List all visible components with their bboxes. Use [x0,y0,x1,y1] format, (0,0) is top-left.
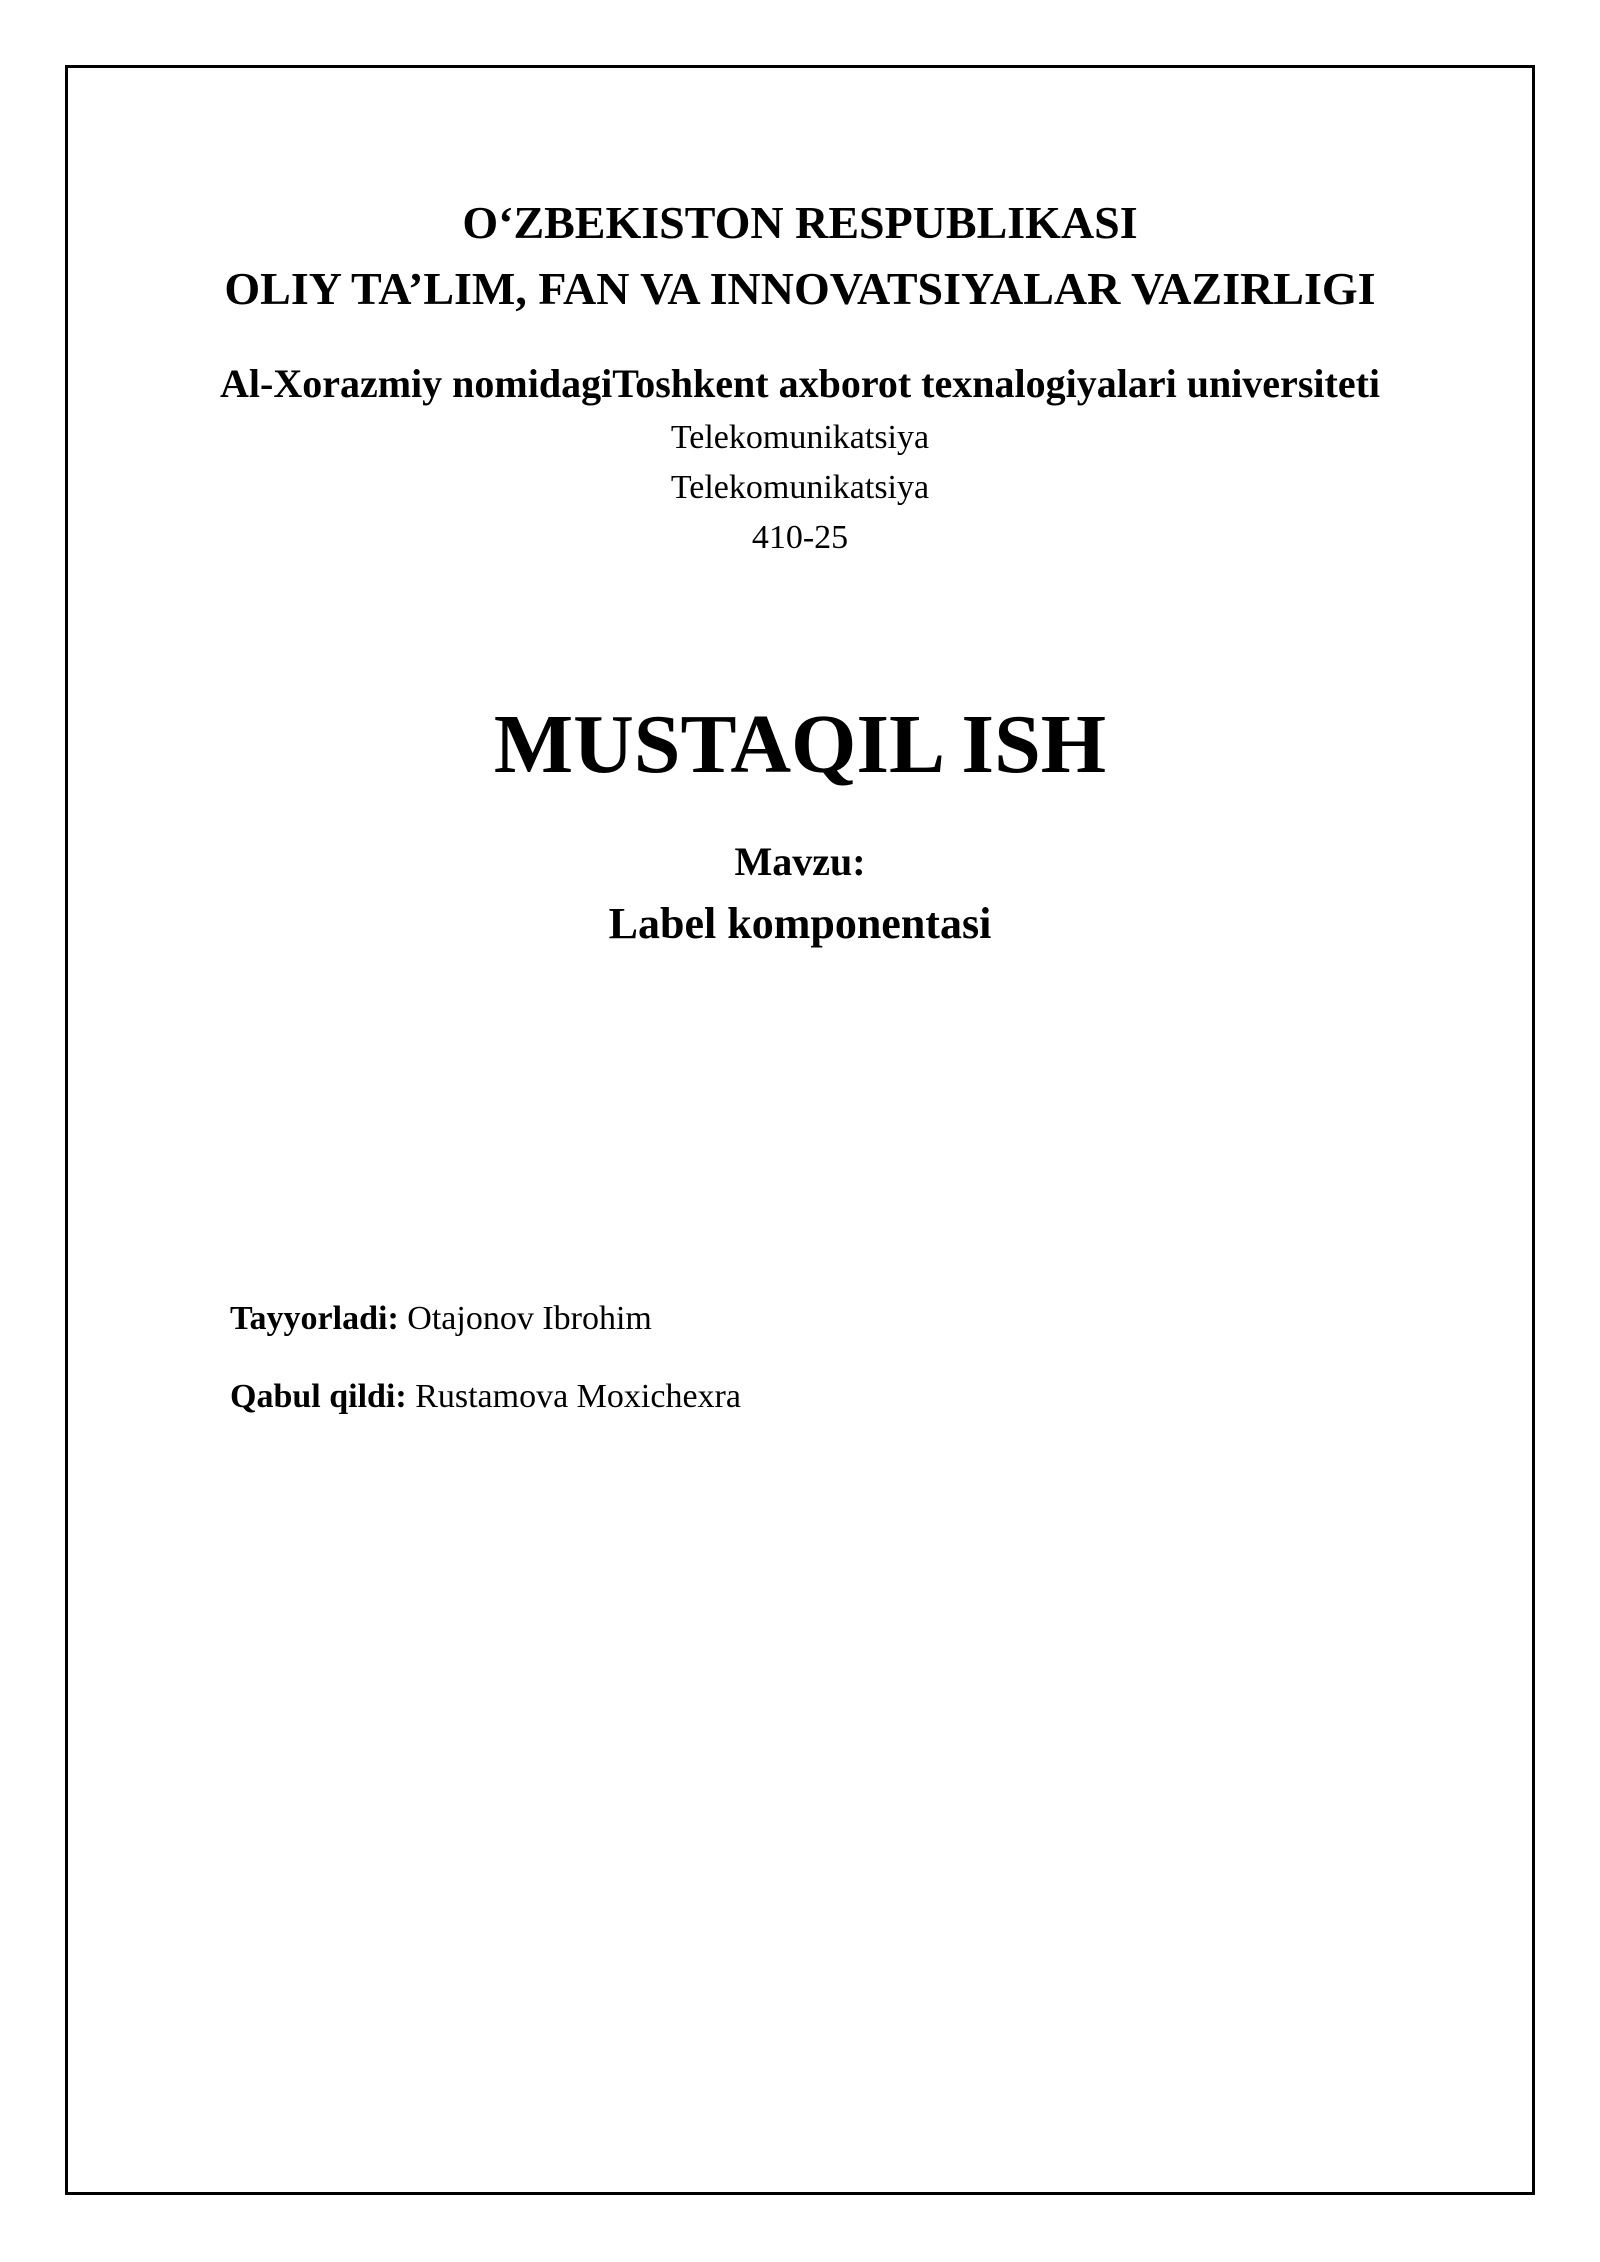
accepted-by-line [230,1372,741,1422]
department-name: Telekomunikatsiya [670,469,930,506]
topic-title: Label komponentasi [608,899,992,948]
ministry-line-1: O‘ZBEKISTON RESPUBLIKASI [462,197,1138,248]
group-number: 410-25 [751,519,849,556]
ministry-line-2: OLIY TA’LIM, FAN VA INNOVATSIYALAR VAZIRLIGI [224,263,1376,314]
topic-label: Mavzu: [734,839,866,884]
accepted-by-name: Rustamova Moxichexra [406,1378,741,1415]
accepted-by-label: Qabul qildi: [230,1378,407,1415]
prepared-by-name: Otajonov Ibrohim [398,1300,652,1337]
prepared-by-label: Tayyorladi: [230,1300,399,1337]
work-title: MUSTAQIL ISH [493,698,1107,791]
faculty-name: Telekomunikatsiya [670,419,930,456]
prepared-by-line [230,1294,652,1344]
university-name: Al-Xorazmiy nomidagiToshkent axborot texnalogiyalari universiteti [220,361,1380,406]
